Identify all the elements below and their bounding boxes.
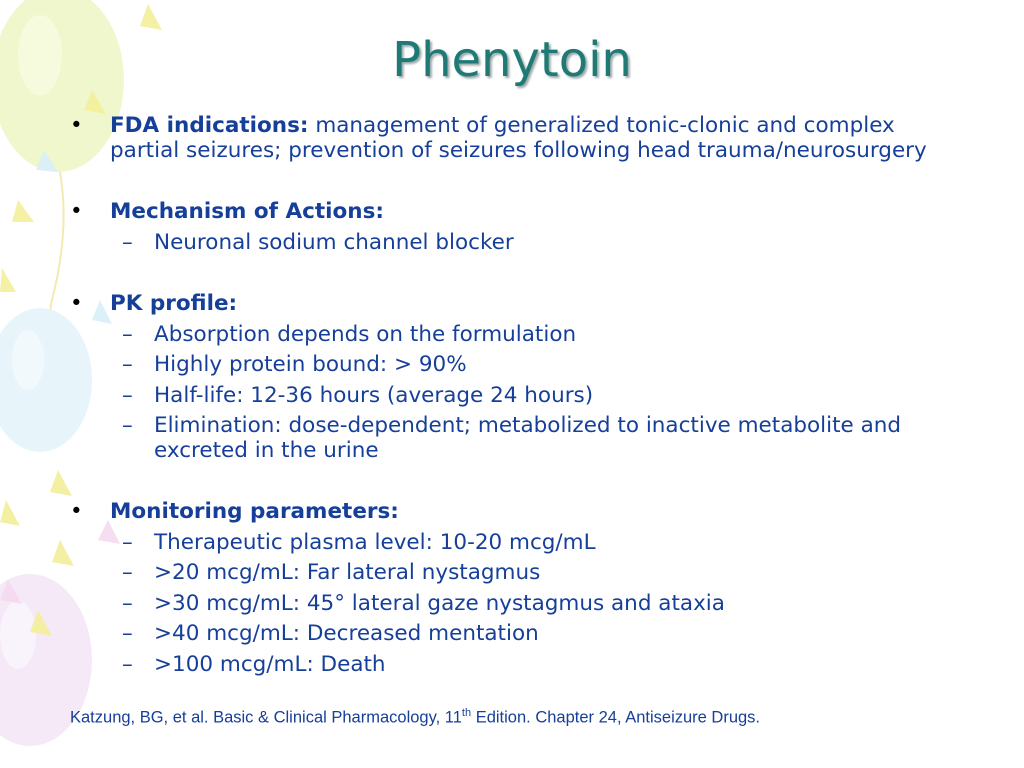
list-item-text: Absorption depends on the formulation	[154, 321, 577, 347]
bullet-mechanism	[68, 200, 968, 225]
list-item	[68, 323, 968, 348]
dash-symbol: –	[122, 651, 133, 677]
dash-symbol: –	[122, 560, 133, 585]
list-item-text: Neuronal sodium channel blocker	[154, 229, 514, 255]
list-item-text: >30 mcg/mL: 45° lateral gaze nystagmus and ataxia	[154, 590, 725, 616]
list-item	[68, 561, 968, 586]
bullet-symbol: •	[70, 499, 83, 524]
pk-items	[68, 323, 968, 464]
list-item	[68, 653, 968, 678]
slide-body	[68, 114, 968, 683]
monitoring-label: Monitoring parameters:	[110, 499, 399, 524]
mechanism-label: Mechanism of Actions:	[110, 199, 385, 224]
bullet-monitoring	[68, 500, 968, 525]
pk-profile-label: PK profile:	[110, 291, 238, 316]
citation-superscript: th	[461, 707, 472, 719]
citation	[70, 707, 760, 728]
list-item	[68, 231, 968, 256]
monitoring-items	[68, 531, 968, 678]
list-item-text: Therapeutic plasma level: 10-20 mcg/mL	[154, 529, 596, 555]
dash-symbol: –	[122, 382, 133, 408]
dash-symbol: –	[122, 352, 133, 377]
citation-text-end: Edition. Chapter 24, Antiseizure Drugs.	[471, 708, 761, 727]
bullet-symbol: •	[70, 113, 83, 138]
bullet-symbol: •	[70, 291, 83, 316]
dash-symbol: –	[122, 590, 133, 616]
dash-symbol: –	[122, 321, 133, 347]
list-item	[68, 353, 968, 378]
list-item	[68, 622, 968, 647]
dash-symbol: –	[122, 413, 133, 438]
bullet-pk-profile	[68, 292, 968, 317]
dash-symbol: –	[122, 529, 133, 555]
fda-indications-text: management of generalized tonic-clonic and complex partial seizures; prevention of seizures following head trauma/neurosurgery	[110, 113, 927, 163]
list-item	[68, 531, 968, 556]
bullet-symbol: •	[70, 199, 83, 224]
bullet-fda-indications	[68, 114, 968, 163]
list-item-text: Elimination: dose-dependent; metabolized to inactive metabolite and excreted in the urine	[154, 413, 902, 463]
fda-indications-label: FDA indications:	[110, 113, 309, 138]
mechanism-items	[68, 231, 968, 256]
list-item	[68, 592, 968, 617]
dash-symbol: –	[122, 229, 133, 255]
list-item-text: >100 mcg/mL: Death	[154, 651, 386, 677]
dash-symbol: –	[122, 621, 133, 646]
list-item-text: >40 mcg/mL: Decreased mentation	[154, 621, 539, 646]
list-item-text: >20 mcg/mL: Far lateral nystagmus	[154, 560, 541, 585]
list-item	[68, 384, 968, 409]
list-item-text: Highly protein bound: > 90%	[154, 352, 467, 377]
slide-title: Phenytoin	[392, 32, 632, 88]
list-item-text: Half-life: 12-36 hours (average 24 hours)	[154, 382, 594, 408]
list-item	[68, 414, 968, 463]
citation-text: Katzung, BG, et al. Basic & Clinical Pharmacology, 11	[70, 708, 462, 727]
